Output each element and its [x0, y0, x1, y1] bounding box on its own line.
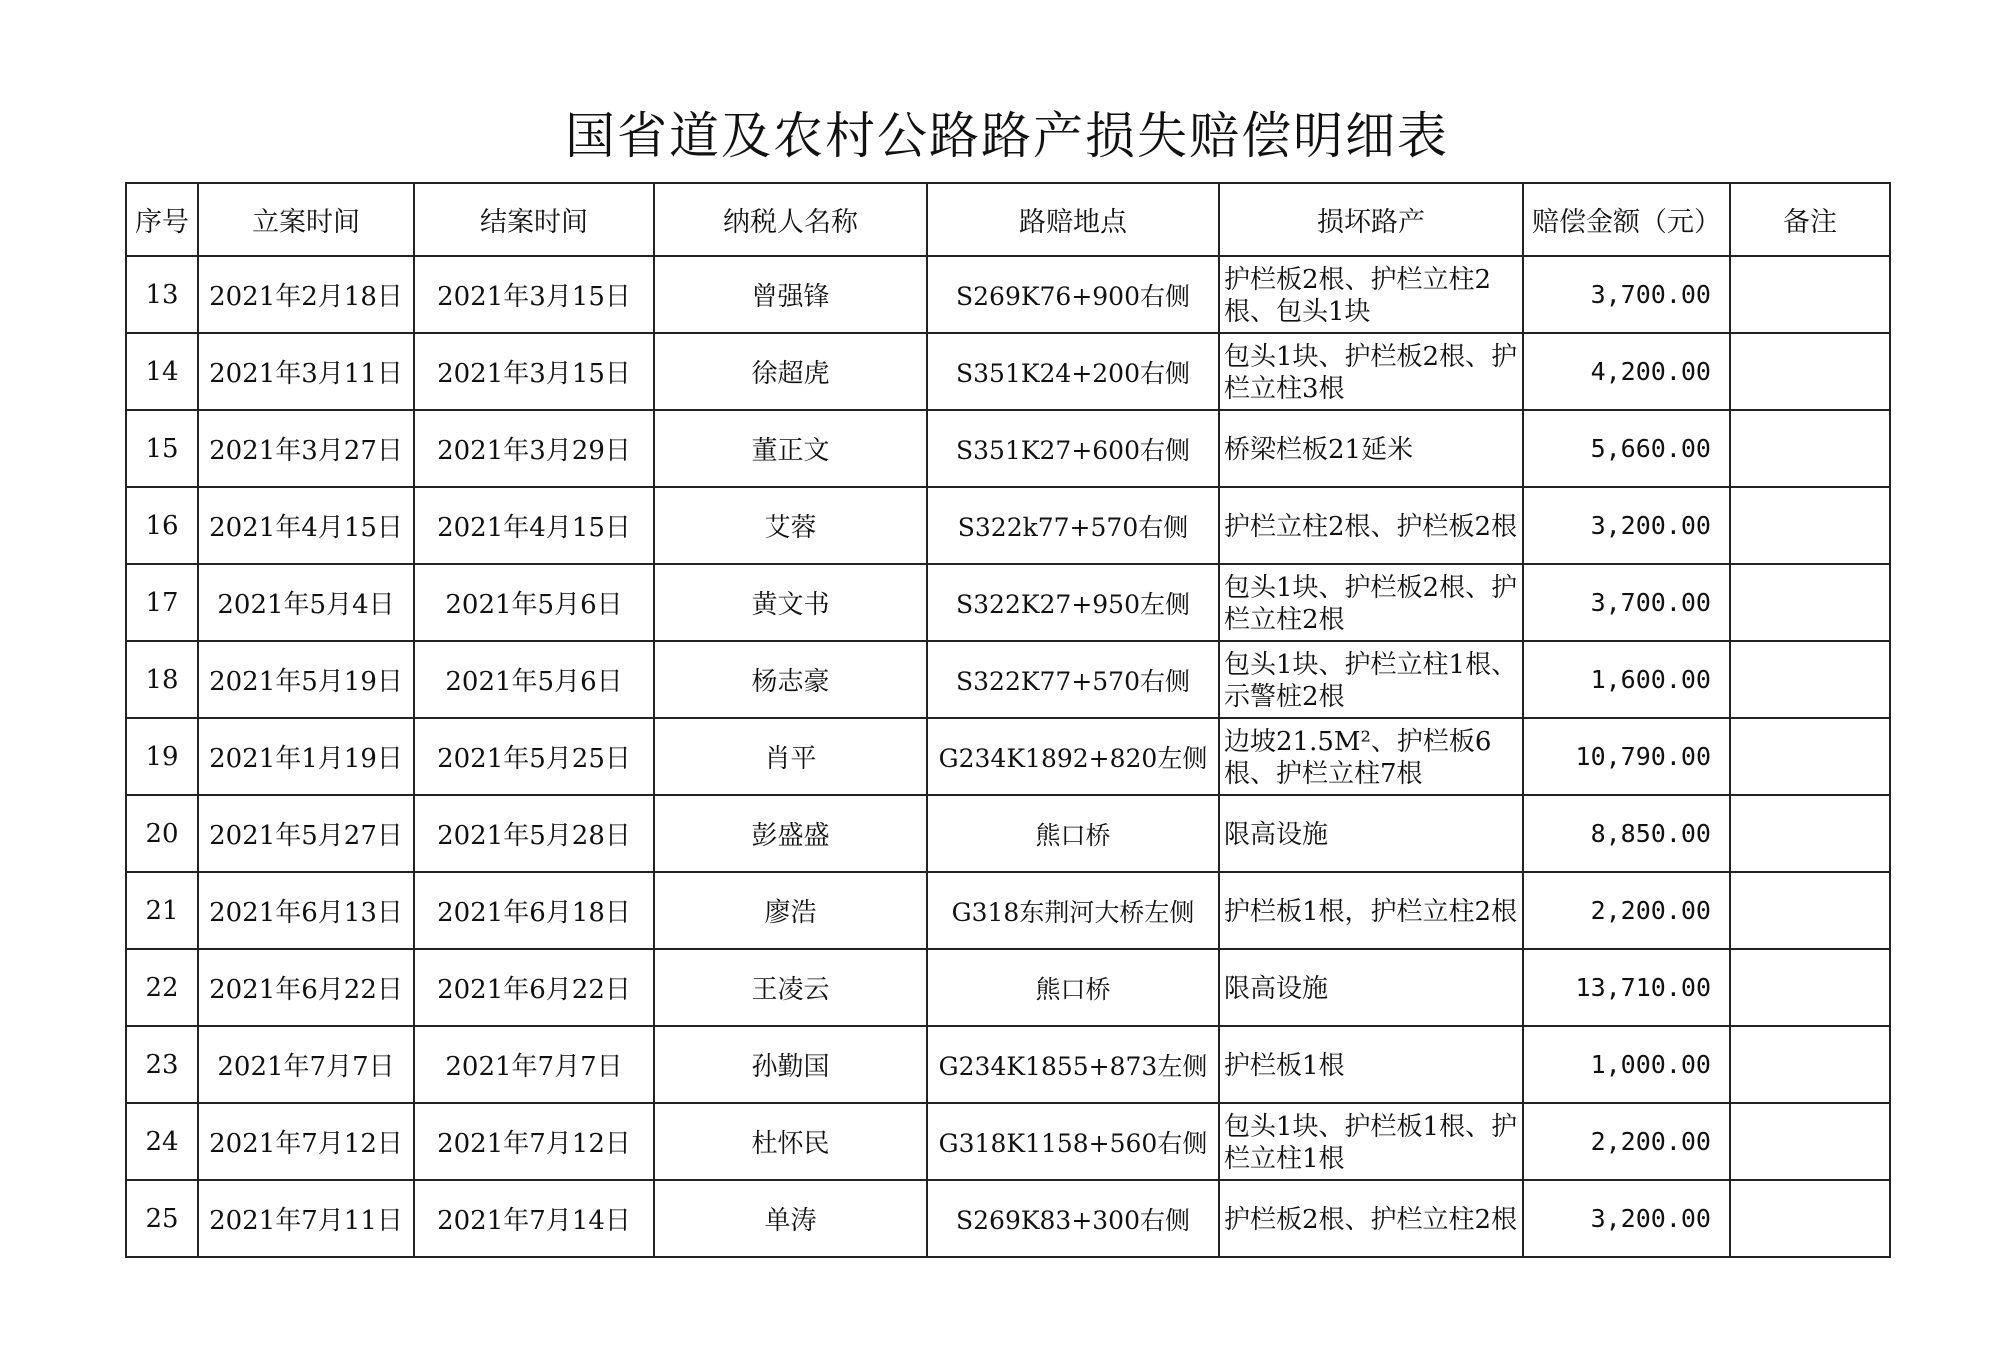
- cell-location: 熊口桥: [927, 795, 1219, 872]
- cell-remarks: [1730, 641, 1890, 718]
- cell-remarks: [1730, 256, 1890, 333]
- cell-compensation-amount: 3,700.00: [1523, 564, 1730, 641]
- cell-filed-date: 2021年2月18日: [198, 256, 414, 333]
- cell-location: S351K27+600右侧: [927, 410, 1219, 487]
- cell-closed-date: 2021年7月7日: [414, 1026, 654, 1103]
- cell-filed-date: 2021年5月4日: [198, 564, 414, 641]
- table-row: [126, 795, 1890, 872]
- cell-taxpayer-name: 曾强锋: [654, 256, 927, 333]
- cell-damaged-property: 包头1块、护栏立柱1根、示警桩2根: [1219, 641, 1523, 718]
- table-row: [126, 564, 1890, 641]
- cell-compensation-amount: 10,790.00: [1523, 718, 1730, 795]
- cell-compensation-amount: 5,660.00: [1523, 410, 1730, 487]
- cell-location: S351K24+200右侧: [927, 333, 1219, 410]
- cell-closed-date: 2021年7月12日: [414, 1103, 654, 1180]
- cell-closed-date: 2021年5月25日: [414, 718, 654, 795]
- cell-remarks: [1730, 1180, 1890, 1257]
- cell-serial-number: 13: [126, 256, 198, 333]
- cell-taxpayer-name: 彭盛盛: [654, 795, 927, 872]
- cell-remarks: [1730, 333, 1890, 410]
- cell-location: S269K83+300右侧: [927, 1180, 1219, 1257]
- cell-taxpayer-name: 杨志豪: [654, 641, 927, 718]
- page-title: 国省道及农村公路路产损失赔偿明细表: [565, 107, 1449, 165]
- cell-taxpayer-name: 艾蓉: [654, 487, 927, 564]
- table-row: [126, 872, 1890, 949]
- header-remarks: 备注: [1730, 183, 1890, 256]
- cell-compensation-amount: 13,710.00: [1523, 949, 1730, 1026]
- cell-remarks: [1730, 949, 1890, 1026]
- cell-closed-date: 2021年3月15日: [414, 333, 654, 410]
- cell-damaged-property: 护栏板1根，护栏立柱2根: [1219, 872, 1523, 949]
- cell-damaged-property: 限高设施: [1219, 949, 1523, 1026]
- cell-filed-date: 2021年5月19日: [198, 641, 414, 718]
- cell-filed-date: 2021年6月22日: [198, 949, 414, 1026]
- cell-filed-date: 2021年1月19日: [198, 718, 414, 795]
- cell-filed-date: 2021年5月27日: [198, 795, 414, 872]
- cell-filed-date: 2021年6月13日: [198, 872, 414, 949]
- cell-taxpayer-name: 王凌云: [654, 949, 927, 1026]
- cell-taxpayer-name: 单涛: [654, 1180, 927, 1257]
- cell-damaged-property: 桥梁栏板21延米: [1219, 410, 1523, 487]
- cell-location: S322k77+570右侧: [927, 487, 1219, 564]
- cell-closed-date: 2021年7月14日: [414, 1180, 654, 1257]
- cell-filed-date: 2021年7月12日: [198, 1103, 414, 1180]
- cell-compensation-amount: 2,200.00: [1523, 872, 1730, 949]
- cell-compensation-amount: 2,200.00: [1523, 1103, 1730, 1180]
- table-row: [126, 718, 1890, 795]
- cell-remarks: [1730, 872, 1890, 949]
- cell-closed-date: 2021年4月15日: [414, 487, 654, 564]
- cell-closed-date: 2021年3月15日: [414, 256, 654, 333]
- table-body: [126, 256, 1890, 1257]
- cell-taxpayer-name: 孙勤国: [654, 1026, 927, 1103]
- header-filed-date: 立案时间: [198, 183, 414, 256]
- cell-compensation-amount: 3,200.00: [1523, 1180, 1730, 1257]
- cell-damaged-property: 护栏板1根: [1219, 1026, 1523, 1103]
- cell-location: S322K27+950左侧: [927, 564, 1219, 641]
- table-row: [126, 1180, 1890, 1257]
- cell-location: S269K76+900右侧: [927, 256, 1219, 333]
- cell-damaged-property: 包头1块、护栏板2根、护栏立柱2根: [1219, 564, 1523, 641]
- cell-serial-number: 23: [126, 1026, 198, 1103]
- cell-damaged-property: 边坡21.5M²、护栏板6根、护栏立柱7根: [1219, 718, 1523, 795]
- cell-serial-number: 19: [126, 718, 198, 795]
- cell-damaged-property: 护栏立柱2根、护栏板2根: [1219, 487, 1523, 564]
- cell-location: G318K1158+560右侧: [927, 1103, 1219, 1180]
- cell-compensation-amount: 3,700.00: [1523, 256, 1730, 333]
- cell-compensation-amount: 1,000.00: [1523, 1026, 1730, 1103]
- cell-taxpayer-name: 黄文书: [654, 564, 927, 641]
- cell-taxpayer-name: 徐超虎: [654, 333, 927, 410]
- cell-serial-number: 15: [126, 410, 198, 487]
- cell-taxpayer-name: 廖浩: [654, 872, 927, 949]
- cell-location: S322K77+570右侧: [927, 641, 1219, 718]
- cell-serial-number: 24: [126, 1103, 198, 1180]
- cell-damaged-property: 包头1块、护栏板1根、护栏立柱1根: [1219, 1103, 1523, 1180]
- cell-filed-date: 2021年3月27日: [198, 410, 414, 487]
- header-damaged-property: 损坏路产: [1219, 183, 1523, 256]
- cell-remarks: [1730, 564, 1890, 641]
- cell-remarks: [1730, 487, 1890, 564]
- table-row: [126, 333, 1890, 410]
- compensation-table: [125, 182, 1891, 1258]
- header-serial-number: 序号: [126, 183, 198, 256]
- cell-damaged-property: 护栏板2根、护栏立柱2根: [1219, 1180, 1523, 1257]
- cell-serial-number: 21: [126, 872, 198, 949]
- cell-serial-number: 20: [126, 795, 198, 872]
- cell-filed-date: 2021年7月7日: [198, 1026, 414, 1103]
- table-row: [126, 487, 1890, 564]
- header-taxpayer-name: 纳税人名称: [654, 183, 927, 256]
- header-row: [126, 183, 1890, 256]
- cell-compensation-amount: 1,600.00: [1523, 641, 1730, 718]
- cell-location: G318东荆河大桥左侧: [927, 872, 1219, 949]
- cell-location: 熊口桥: [927, 949, 1219, 1026]
- cell-taxpayer-name: 杜怀民: [654, 1103, 927, 1180]
- cell-compensation-amount: 8,850.00: [1523, 795, 1730, 872]
- cell-damaged-property: 护栏板2根、护栏立柱2根、包头1块: [1219, 256, 1523, 333]
- cell-remarks: [1730, 795, 1890, 872]
- table-row: [126, 1026, 1890, 1103]
- cell-remarks: [1730, 1026, 1890, 1103]
- cell-closed-date: 2021年5月6日: [414, 564, 654, 641]
- cell-damaged-property: 限高设施: [1219, 795, 1523, 872]
- cell-filed-date: 2021年3月11日: [198, 333, 414, 410]
- cell-damaged-property: 包头1块、护栏板2根、护栏立柱3根: [1219, 333, 1523, 410]
- cell-taxpayer-name: 董正文: [654, 410, 927, 487]
- table-row: [126, 641, 1890, 718]
- table-row: [126, 1103, 1890, 1180]
- cell-serial-number: 14: [126, 333, 198, 410]
- cell-location: G234K1855+873左侧: [927, 1026, 1219, 1103]
- table-row: [126, 256, 1890, 333]
- cell-filed-date: 2021年4月15日: [198, 487, 414, 564]
- table-row: [126, 410, 1890, 487]
- cell-closed-date: 2021年6月22日: [414, 949, 654, 1026]
- header-compensation-amount: 赔偿金额（元）: [1523, 183, 1730, 256]
- cell-location: G234K1892+820左侧: [927, 718, 1219, 795]
- cell-serial-number: 17: [126, 564, 198, 641]
- cell-serial-number: 22: [126, 949, 198, 1026]
- header-location: 路赔地点: [927, 183, 1219, 256]
- cell-compensation-amount: 3,200.00: [1523, 487, 1730, 564]
- cell-serial-number: 18: [126, 641, 198, 718]
- cell-serial-number: 25: [126, 1180, 198, 1257]
- cell-closed-date: 2021年3月29日: [414, 410, 654, 487]
- cell-taxpayer-name: 肖平: [654, 718, 927, 795]
- cell-remarks: [1730, 718, 1890, 795]
- cell-remarks: [1730, 410, 1890, 487]
- cell-serial-number: 16: [126, 487, 198, 564]
- table-row: [126, 949, 1890, 1026]
- cell-closed-date: 2021年5月6日: [414, 641, 654, 718]
- header-closed-date: 结案时间: [414, 183, 654, 256]
- cell-closed-date: 2021年5月28日: [414, 795, 654, 872]
- cell-filed-date: 2021年7月11日: [198, 1180, 414, 1257]
- cell-compensation-amount: 4,200.00: [1523, 333, 1730, 410]
- cell-remarks: [1730, 1103, 1890, 1180]
- cell-closed-date: 2021年6月18日: [414, 872, 654, 949]
